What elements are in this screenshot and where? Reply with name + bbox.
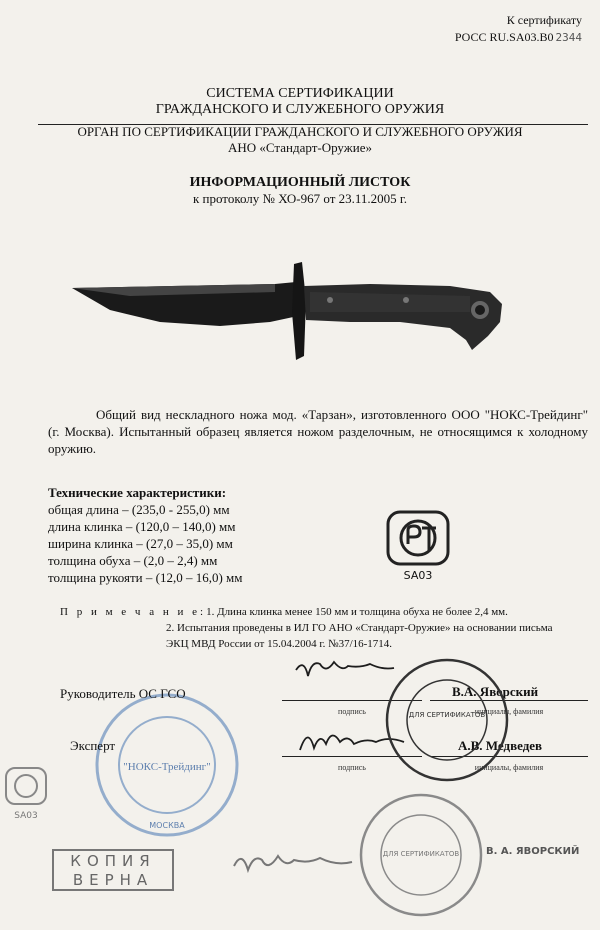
technical-specs <box>48 484 348 586</box>
certificate-reference <box>382 12 582 46</box>
organ-title <box>0 124 600 156</box>
system-title-line2: ГРАЖДАНСКОГО И СЛУЖЕБНОГО ОРУЖИЯ <box>155 102 445 117</box>
bottom-signature <box>228 840 358 890</box>
notes-section <box>60 604 600 652</box>
system-title <box>0 86 600 118</box>
company-seal-stamp <box>92 690 242 840</box>
round-stamp-center-text: ДЛЯ СЕРТИФИКАТОВ <box>408 711 486 719</box>
seal-city: МОСКВА <box>149 821 185 830</box>
sheet-title: ИНФОРМАЦИОННЫЙ ЛИСТОК <box>189 175 411 190</box>
spec-item: толщина обуха – (2,0 – 2,4) мм <box>48 553 218 568</box>
bottom-stamp-center-text: ДЛЯ СЕРТИФИКАТОВ <box>382 850 460 858</box>
sheet-title-block <box>0 175 600 207</box>
signature-caption: подпись <box>338 763 366 772</box>
spec-item: ширина клинка – (27,0 – 35,0) мм <box>48 536 233 551</box>
spec-item: длина клинка – (120,0 – 140,0) мм <box>48 519 236 534</box>
specs-header: Технические характеристики: <box>48 485 227 500</box>
rostest-mark-icon <box>384 510 452 566</box>
protocol-reference: к протоколу № ХО-967 от 23.11.2005 г. <box>192 191 408 206</box>
cert-ref-line1: К сертификату <box>506 13 582 27</box>
note-1: 1. Длина клинка менее 150 мм и толщина обуха не более 2,4 мм. <box>206 606 508 618</box>
copy-line2: ВЕРНА <box>72 871 154 889</box>
signature-caption: подпись <box>338 707 366 716</box>
certification-round-stamp <box>382 655 512 785</box>
organ-title-line1: ОРГАН ПО СЕРТИФИКАЦИИ ГРАЖДАНСКОГО И СЛУЖЕБНОГО ОРУЖИЯ <box>77 124 523 139</box>
description-paragraph: Общий вид нескладного ножа мод. «Тарзан», изготовленного ООО "НОКС-Трейдинг" (г. Москва). Испытанный образец является ножом разделочным, не относящимся к холодному оружию. <box>48 407 588 456</box>
expert-name: А.В. Медведев <box>458 738 543 753</box>
sa03-certification-mark <box>384 510 452 584</box>
rostest-mark-small-icon <box>4 766 48 806</box>
sa03-small-label: SA03 <box>14 811 38 821</box>
note-2-line2: ЭКЦ МВД России от 15.04.2004 г. №37/16-1714. <box>166 638 393 650</box>
initials-caption: инициалы, фамилия <box>474 763 544 772</box>
bottom-round-stamp <box>356 790 486 920</box>
sa03-mark-small <box>4 766 48 830</box>
knife-image <box>70 252 540 372</box>
copy-certified-stamp <box>52 849 174 891</box>
initials-caption: инициалы, фамилия <box>474 707 544 716</box>
system-title-line1: СИСТЕМА СЕРТИФИКАЦИИ <box>206 86 394 101</box>
head-name: В.А. Яворский <box>452 684 539 699</box>
copy-line1: КОПИЯ <box>70 852 156 870</box>
bottom-stamp-name: В. А. ЯВОРСКИЙ <box>486 846 580 857</box>
cert-ref-number: 2344 <box>555 31 582 44</box>
cert-ref-line2 <box>382 29 582 46</box>
expert-role: Эксперт <box>70 738 116 753</box>
spec-item: толщина рукояти – (12,0 – 16,0) мм <box>48 570 243 585</box>
sa03-label: SA03 <box>403 569 433 582</box>
cert-ref-code: РОСС RU.SA03.B0 <box>454 30 554 44</box>
organ-title-line2: АНО «Стандарт-Оружие» <box>228 140 372 155</box>
seal-company-name: "НОКС-Трейдинг" <box>123 761 211 773</box>
spec-item: общая длина – (235,0 - 255,0) мм <box>48 502 230 517</box>
note-2-line1: 2. Испытания проведены в ИЛ ГО АНО «Стандарт-Оружие» на основании письма <box>166 622 553 634</box>
head-role: Руководитель ОС ГСО <box>60 686 186 701</box>
notes-label: П р и м е ч а н и е: <box>60 606 207 618</box>
